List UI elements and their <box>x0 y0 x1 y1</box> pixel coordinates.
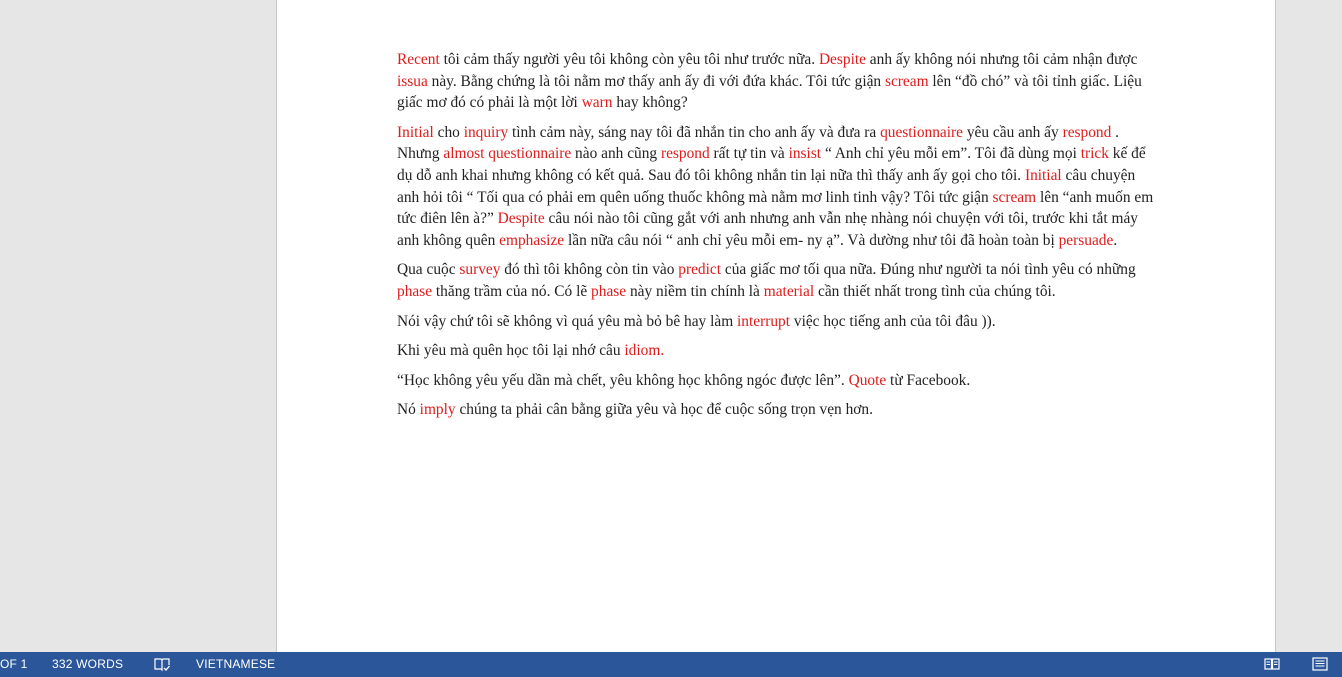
text-run: đó thì tôi không còn tin vào <box>500 261 679 279</box>
text-run: lên “đồ chó” và tôi tỉnh giấc. Liệu giấc mơ đó có phải là một lời <box>397 72 1142 112</box>
keyword-highlight: predict <box>678 261 722 279</box>
keyword-highlight: respond <box>660 145 710 163</box>
keyword-highlight: questionnaire <box>880 123 963 141</box>
text-run: câu chuyện anh hỏi tôi “ Tối qua có phải em quên uống thuốc không mà nằm mơ linh tinh vậy? Tôi tức giận <box>397 166 1136 206</box>
keyword-highlight: material <box>763 282 815 300</box>
text-run: lần nữa câu nói “ anh chỉ yêu mỗi em- ny ạ”. Và dường như tôi đã hoàn toàn bị <box>564 231 1059 249</box>
paragraph[interactable] <box>397 340 1157 362</box>
read-mode-icon[interactable] <box>1264 657 1280 675</box>
text-run: “ Anh chỉ yêu mỗi em”. Tôi đã dùng mọi <box>821 145 1081 163</box>
keyword-highlight: issua <box>397 72 428 90</box>
language-indicator[interactable]: VIETNAMESE <box>196 657 276 671</box>
proofing-book-icon[interactable] <box>154 657 170 675</box>
paragraph[interactable] <box>397 399 1157 421</box>
paragraph[interactable] <box>397 370 1157 392</box>
text-run: . <box>1113 231 1118 249</box>
keyword-highlight: Despite <box>818 51 866 68</box>
text-run: thăng trầm của nó. Có lẽ <box>432 282 592 300</box>
keyword-highlight: respond <box>1062 123 1112 141</box>
keyword-highlight: interrupt <box>737 312 791 330</box>
text-run: Nói vậy chứ tôi sẽ không vì quá yêu mà bỏ bê hay làm <box>397 312 738 330</box>
keyword-highlight: Quote <box>848 371 887 389</box>
text-run: rất tự tin và <box>709 145 789 163</box>
keyword-highlight: phase <box>397 282 433 300</box>
text-run: . Nhưng <box>397 123 1119 163</box>
text-run: cần thiết nhất trong tình của chúng tôi. <box>814 282 1056 300</box>
text-run: yêu cầu anh ấy <box>962 123 1063 141</box>
text-run: này niềm tin chính là <box>626 282 764 300</box>
text-run: “Học không yêu yếu dần mà chết, yêu không học không ngóc được lên”. <box>397 371 849 389</box>
text-run: Qua cuộc <box>397 261 460 279</box>
text-run: nào anh cũng <box>571 145 661 163</box>
text-run: cho <box>433 123 464 141</box>
text-run: Khi yêu mà quên học tôi lại nhớ câu <box>397 342 625 360</box>
keyword-highlight: scream <box>884 72 929 90</box>
keyword-highlight: Recent <box>397 51 440 68</box>
keyword-highlight: persuade <box>1058 231 1114 249</box>
text-run: tình cảm này, sáng nay tôi đã nhắn tin cho anh ấy và đưa ra <box>508 123 881 141</box>
paragraph[interactable] <box>397 311 1157 333</box>
text-run: lên “anh muốn em tức điên lên à?” <box>397 188 1154 228</box>
keyword-highlight: Despite <box>497 210 545 228</box>
text-run: việc học tiếng anh của tôi đâu )). <box>790 312 996 330</box>
keyword-highlight: idiom. <box>624 342 665 360</box>
keyword-highlight: phase <box>591 282 627 300</box>
paragraph[interactable] <box>397 259 1157 302</box>
print-layout-icon[interactable] <box>1311 657 1329 675</box>
text-run: câu nói nào tôi cũng gắt với anh nhưng anh vẫn nhẹ nhàng nói chuyện với tôi, trước khi tắt máy anh không quên <box>397 210 1138 249</box>
keyword-highlight: inquiry <box>463 123 509 141</box>
text-run: từ Facebook. <box>886 371 971 389</box>
paragraph[interactable] <box>397 122 1157 252</box>
keyword-highlight: emphasize <box>499 231 565 249</box>
keyword-highlight: Initial <box>1024 166 1062 184</box>
text-run: tôi cảm thấy người yêu tôi không còn yêu tôi như trước nữa. <box>439 51 819 68</box>
keyword-highlight: almost questionnaire <box>443 145 572 163</box>
text-run: hay không? <box>612 94 688 112</box>
keyword-highlight: warn <box>581 94 613 112</box>
document-body[interactable] <box>397 49 1157 429</box>
page-indicator[interactable]: OF 1 <box>0 657 28 671</box>
document-page[interactable] <box>276 0 1276 652</box>
keyword-highlight: survey <box>459 261 501 279</box>
keyword-highlight: Initial <box>397 123 434 141</box>
text-run: anh ấy không nói nhưng tôi cảm nhận được <box>865 51 1138 68</box>
status-bar <box>0 652 1342 677</box>
text-run: chúng ta phải cân bằng giữa yêu và học để cuộc sống trọn vẹn hơn. <box>455 401 873 419</box>
keyword-highlight: trick <box>1080 145 1109 163</box>
keyword-highlight: insist <box>788 145 822 163</box>
paragraph[interactable] <box>397 49 1157 114</box>
text-run: kế để dụ dỗ anh khai nhưng không có kết quả. Sau đó tôi không nhắn tin lại nữa thì thấy anh ấy gọi cho tôi. <box>397 145 1146 184</box>
word-count[interactable]: 332 WORDS <box>52 657 124 671</box>
text-run: của giấc mơ tối qua nữa. Đúng như người ta nói tình yêu có những <box>721 261 1136 279</box>
text-run: này. Bằng chứng là tôi nằm mơ thấy anh ấy đi với đứa khác. Tôi tức giận <box>427 72 885 90</box>
text-run: Nó <box>397 401 420 419</box>
keyword-highlight: imply <box>419 401 456 419</box>
keyword-highlight: scream <box>992 188 1037 206</box>
